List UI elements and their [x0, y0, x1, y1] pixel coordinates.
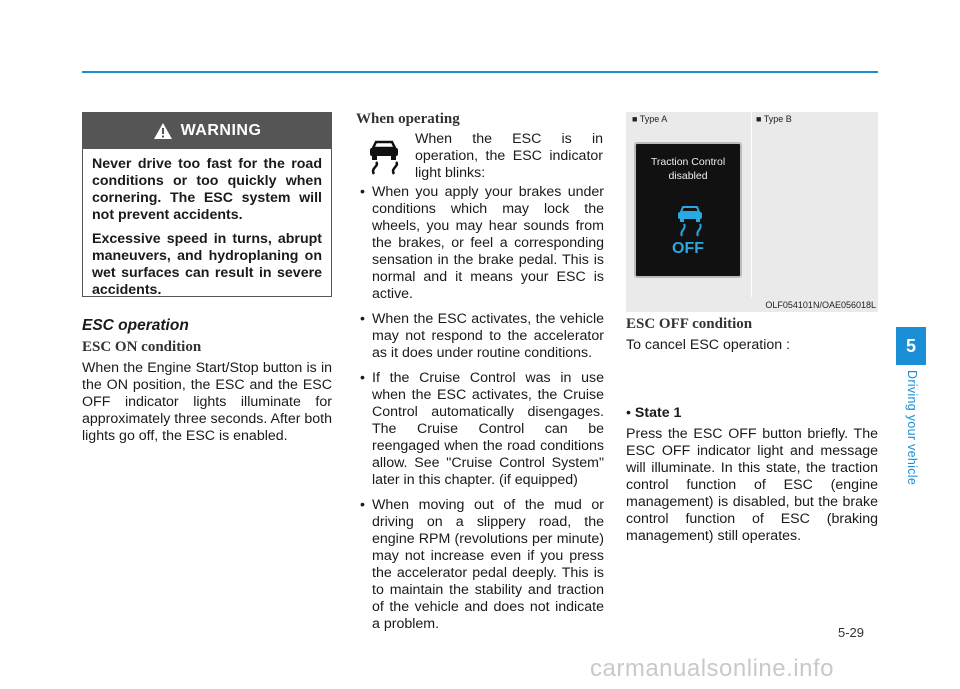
subsection-heading: When operating: [356, 111, 460, 127]
esc-off-icon: [674, 204, 706, 238]
display-line: disabled: [668, 170, 708, 182]
bullet-mark: •: [626, 405, 631, 421]
warning-title: WARNING: [180, 122, 262, 139]
chapter-tab[interactable]: [896, 327, 926, 365]
warning-header: [83, 113, 331, 149]
subsection-heading: ESC ON condition: [82, 339, 202, 355]
state-heading: [626, 405, 681, 421]
figure-code: OLF054101N/OAE056018L: [765, 300, 876, 310]
display-line: Traction Control: [650, 156, 726, 168]
chapter-number: 5: [905, 335, 916, 356]
display-message: [636, 155, 740, 183]
intro-paragraph: To cancel ESC operation :: [626, 337, 791, 353]
page-number: 5-29: [838, 625, 865, 640]
warning-paragraph: Never drive too fast for the road conditions or too quickly when cornering. The ESC system will not prevent accidents.: [92, 156, 322, 223]
indicator-figure: [626, 112, 878, 312]
warning-body: [83, 149, 331, 299]
list-item: • When you apply your brakes under conditions which may lock the wheels, you may hear sounds from the brakes, or feel a corresponding sensation in the brake pedal. This is normal and it means your ESC is active.: [358, 184, 604, 303]
subsection-heading: ESC OFF condition: [626, 316, 753, 332]
figure-label-type-a: ■ Type A: [632, 114, 668, 124]
intro-paragraph: When the ESC is in operation, the ESC indicator light blinks:: [415, 131, 603, 181]
esc-indicator-icon: [364, 138, 404, 178]
list-item: • When the ESC activates, the vehicle may not respond to the accelerator as it does under routine conditions.: [358, 311, 604, 362]
chapter-title: Driving your vehicle: [905, 370, 919, 486]
figure-divider: [751, 112, 752, 297]
figure-label-type-b: ■ Type B: [756, 114, 792, 124]
top-rule: [82, 71, 878, 73]
state-label: State 1: [634, 405, 682, 421]
body-paragraph: When the Engine Start/Stop button is in the ON position, the ESC and the ESC OFF indicator lights illuminate for approximately three seconds. After both lights go off, the ESC is enabled.: [82, 360, 332, 444]
off-label: OFF: [672, 240, 704, 257]
warning-paragraph: Excessive speed in turns, abrupt maneuvers, and hydroplaning on wet surfaces can result in severe accidents.: [92, 231, 322, 298]
warning-triangle-icon: [153, 122, 173, 140]
watermark: carmanualsonline.info: [590, 655, 834, 682]
operating-bullet-list: [358, 184, 604, 641]
section-heading: ESC operation: [82, 317, 189, 334]
list-item: • If the Cruise Control was in use when the ESC activates, the Cruise Control automatically disengages. The Cruise Control can be reengaged when the road conditions allow. See "Cruise Control System" later in this chapter. (if equipped): [358, 370, 604, 489]
list-item: • When moving out of the mud or driving on a slippery road, the engine RPM (revolutions per minute) may not increase even if you press the accelerator pedal deeply. This is to maintain the stability and traction of the vehicle and does not indicate a problem.: [358, 497, 604, 633]
warning-box: [82, 112, 332, 297]
cluster-display: [634, 142, 742, 278]
body-paragraph: Press the ESC OFF button briefly. The ESC OFF indicator light and message will illuminate. In this state, the traction control function of ESC (engine management) is disabled, but the brake control function of ESC (braking management) still operates.: [626, 426, 878, 544]
